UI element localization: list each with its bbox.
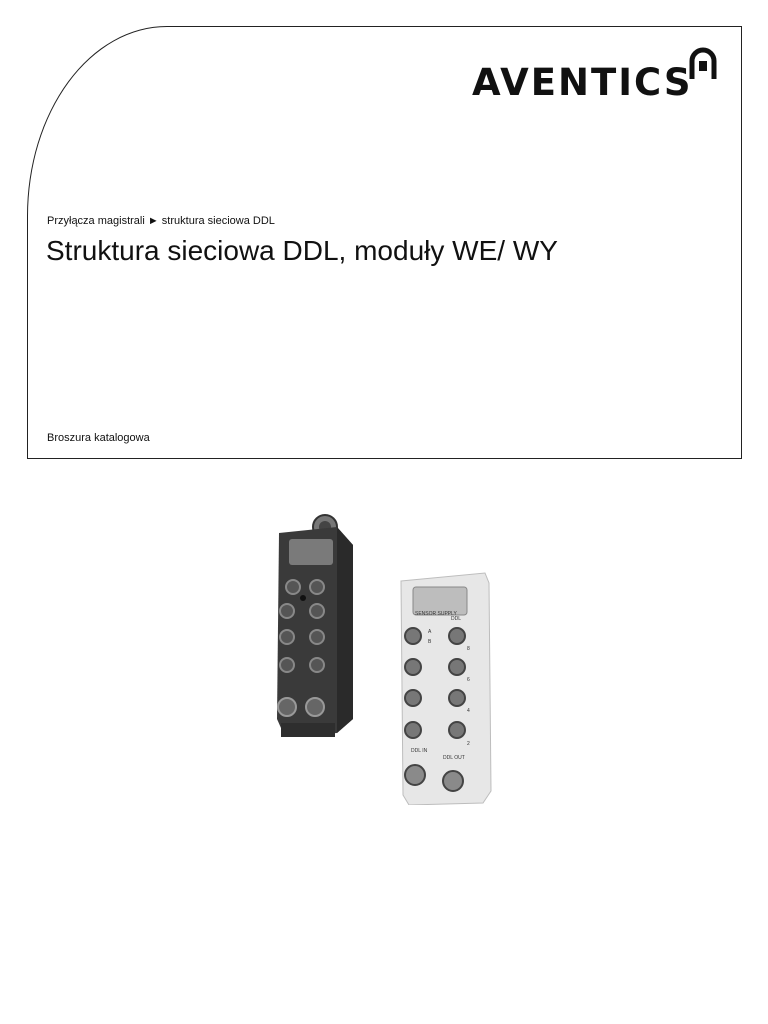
document-type: Broszura katalogowa [47,432,150,444]
label-b: B [428,639,432,645]
brand-logo [472,44,722,116]
label-a: A [428,629,432,635]
dark-io-module [277,515,353,737]
label-port-6: 6 [467,677,470,683]
aventics-a-mark-icon [688,47,718,81]
label-port-4: 4 [467,708,470,714]
label-ddl: DDL [451,616,462,622]
product-photo [265,505,505,805]
breadcrumb: Przyłącza magistrali ► struktura sieciowa DDL [47,215,275,227]
page-title: Struktura sieciowa DDL, moduły WE/ WY [46,235,558,266]
label-port-8: 8 [467,646,470,652]
label-port-2: 2 [467,741,470,747]
light-io-module [401,573,491,805]
brand-name: AVENTICS [472,61,693,104]
label-sensor-supply: SENSOR SUPPLY [415,611,457,617]
label-ddl-out: DDL OUT [443,755,465,761]
label-ddl-in: DDL IN [411,748,428,754]
